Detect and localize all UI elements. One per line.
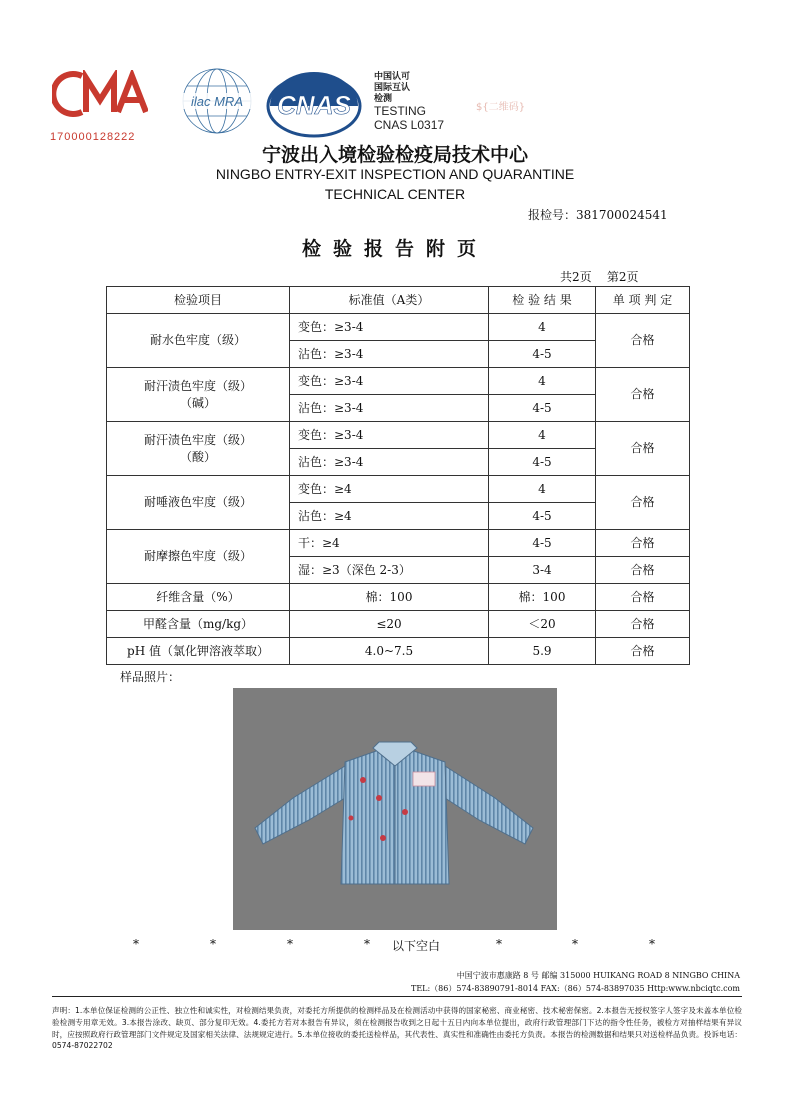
table-row xyxy=(107,638,690,665)
result-cell: 4-5 xyxy=(489,449,596,476)
result-cell: 4-5 xyxy=(489,341,596,368)
judgement-cell: 合格 xyxy=(596,584,690,611)
table-row xyxy=(107,611,690,638)
result-cell: ＜20 xyxy=(489,611,596,638)
result-cell: 5.9 xyxy=(489,638,596,665)
result-cell: 棉：100 xyxy=(489,584,596,611)
standard-cell: 4.0~7.5 xyxy=(290,638,489,665)
cnas-line-testing: TESTING xyxy=(374,104,427,118)
standard-cell: 变色：≥3-4 xyxy=(290,314,489,341)
footer-contact: TEL:（86）574-83890791-8014 FAX:（86）574-83897035 Http:www.nbciqtc.com xyxy=(410,984,740,993)
sample-photo-label: 样品照片： xyxy=(120,670,181,684)
judgement-cell: 合格 xyxy=(596,314,690,368)
blank-text: 以下空白 xyxy=(392,939,441,953)
judgement-cell: 合格 xyxy=(596,368,690,422)
table-row xyxy=(107,368,690,395)
blank-star: * xyxy=(649,937,655,951)
standard-cell: 沾色：≥3-4 xyxy=(290,395,489,422)
cnas-logo-icon xyxy=(262,66,366,138)
result-cell: 3-4 xyxy=(489,557,596,584)
result-cell: 4 xyxy=(489,314,596,341)
report-number: 报检号：381700024541 xyxy=(528,208,668,222)
footer-divider xyxy=(52,996,742,997)
cnas-accreditation-text xyxy=(374,72,444,131)
footer-disclaimer: 声明：1.本单位保证检测的公正性、独立性和诚实性，对检测结果负责，对委托方所提供的检测样品及在检测活动中获得的国家秘密、商业秘密、技术秘密保密。2.本报告无授权签字人签字及未盖本单位检验检测专用章无效。3.本报告涂改、缺页、部分复印无效。4.委托方若对本报告有异议，须在检测报告收到之日起十五日内向本单位提出，政府行政管理部门下达的指令性任务，被检方对抽样结果有异议时，应按照政府行政管理部门文件规定及国家相关法律、法规规定进行。5.本单位接收的委托送检样品，其代表性、真实性和准确性由委托方负责。本报告的检测数据和结果只对送检样品负责。投诉电话：0574-87022702 xyxy=(52,1006,742,1051)
standard-cell: 变色：≥3-4 xyxy=(290,368,489,395)
cnas-line-number: CNAS L0317 xyxy=(374,118,445,132)
blank-star: * xyxy=(496,937,502,951)
header-standard: 标准值（A类） xyxy=(290,287,489,314)
sample-shirt-photo xyxy=(233,688,557,930)
document-title: 检验报告附页 xyxy=(301,238,488,260)
standard-cell: 变色：≥3-4 xyxy=(290,422,489,449)
item-cell: pH 值（氯化钾溶液萃取） xyxy=(107,638,290,665)
standard-cell: ≤20 xyxy=(290,611,489,638)
cnas-line-cn1: 中国认可 xyxy=(374,71,411,81)
result-cell: 4 xyxy=(489,422,596,449)
result-cell: 4-5 xyxy=(489,503,596,530)
cnas-line-cn3: 检测 xyxy=(374,93,393,103)
svg-text:ilac MRA: ilac MRA xyxy=(190,94,244,109)
table-header-row xyxy=(107,287,690,314)
item-cell: 耐唾液色牢度（级） xyxy=(107,476,290,530)
judgement-cell: 合格 xyxy=(596,638,690,665)
qr-code-placeholder: ${二维码} xyxy=(476,102,526,113)
table-row xyxy=(107,530,690,557)
header-result: 检 验 结 果 xyxy=(489,287,596,314)
org-name-en-line2: TECHNICAL CENTER xyxy=(324,186,466,202)
page-indicator: 共2页 第2页 xyxy=(560,270,639,284)
result-cell: 4-5 xyxy=(489,530,596,557)
blank-star: * xyxy=(572,937,578,951)
blank-star: * xyxy=(364,937,370,951)
header-judgement: 单 项 判 定 xyxy=(596,287,690,314)
inspection-results-table xyxy=(106,286,690,665)
org-name-cn: 宁波出入境检验检疫局技术中心 xyxy=(261,144,528,166)
item-cell: 纤维含量（%） xyxy=(107,584,290,611)
item-cell: 耐汗渍色牢度（级） （碱） xyxy=(107,368,290,422)
blank-star: * xyxy=(210,937,216,951)
item-cell: 甲醛含量（mg/kg） xyxy=(107,611,290,638)
table-row xyxy=(107,476,690,503)
result-cell: 4-5 xyxy=(489,395,596,422)
table-row xyxy=(107,314,690,341)
judgement-cell: 合格 xyxy=(596,422,690,476)
judgement-cell: 合格 xyxy=(596,476,690,530)
standard-cell: 干：≥4 xyxy=(290,530,489,557)
standard-cell: 变色：≥4 xyxy=(290,476,489,503)
blank-star: * xyxy=(287,937,293,951)
judgement-cell: 合格 xyxy=(596,530,690,557)
standard-cell: 沾色：≥4 xyxy=(290,503,489,530)
standard-cell: 沾色：≥3-4 xyxy=(290,341,489,368)
standard-cell: 沾色：≥3-4 xyxy=(290,449,489,476)
result-cell: 4 xyxy=(489,368,596,395)
header-item: 检验项目 xyxy=(107,287,290,314)
item-cell: 耐摩擦色牢度（级） xyxy=(107,530,290,584)
ilac-mra-logo-icon xyxy=(176,66,258,136)
standard-cell: 棉：100 xyxy=(290,584,489,611)
judgement-cell: 合格 xyxy=(596,557,690,584)
org-name-en-line1: NINGBO ENTRY-EXIT INSPECTION AND QUARANTINE xyxy=(215,166,575,182)
svg-text:CNAS: CNAS xyxy=(277,90,351,120)
table-row xyxy=(107,422,690,449)
cma-logo-icon xyxy=(52,70,148,118)
cma-certificate-number: 170000128222 xyxy=(50,131,136,143)
cnas-line-cn2: 国际互认 xyxy=(374,82,411,92)
standard-cell: 湿：≥3（深色 2-3） xyxy=(290,557,489,584)
table-row xyxy=(107,584,690,611)
footer-address: 中国宁波市惠康路 8 号 邮编 315000 HUIKANG ROAD 8 NINGBO CHINA xyxy=(456,971,740,980)
item-cell: 耐汗渍色牢度（级） （酸） xyxy=(107,422,290,476)
blank-star: * xyxy=(133,937,139,951)
judgement-cell: 合格 xyxy=(596,611,690,638)
result-cell: 4 xyxy=(489,476,596,503)
item-cell: 耐水色牢度（级） xyxy=(107,314,290,368)
